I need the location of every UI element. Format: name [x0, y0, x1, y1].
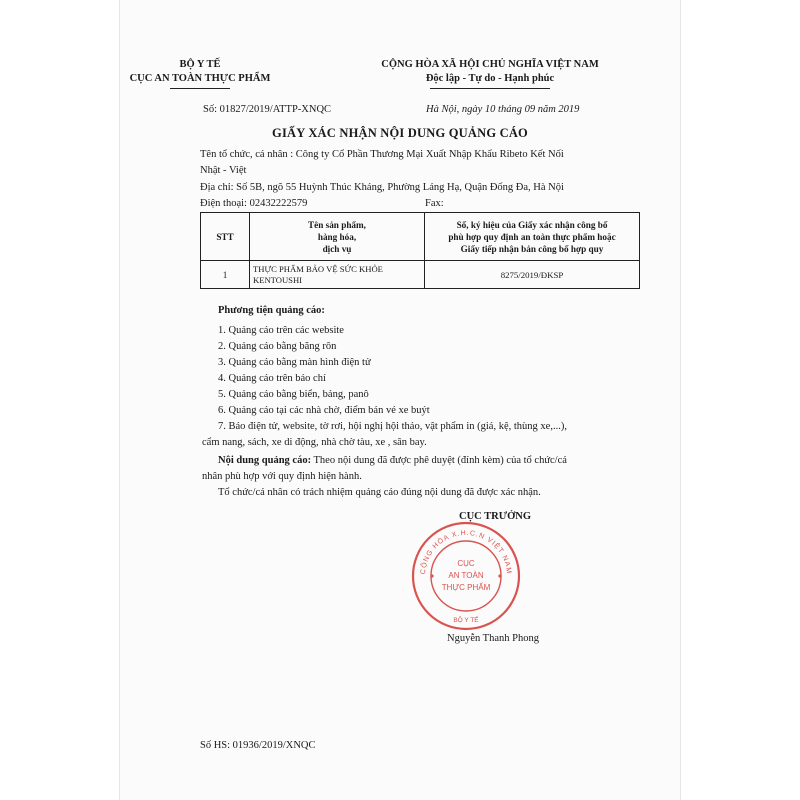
- media-item-5: 5. Quảng cáo bằng biển, bảng, panô: [218, 389, 369, 400]
- media-item-4: 4. Quảng cáo trên báo chí: [218, 373, 326, 384]
- hs-number: Số HS: 01936/2019/XNQC: [200, 740, 316, 751]
- header-stt: STT: [201, 213, 250, 261]
- ministry-name: BỘ Y TẾ: [179, 59, 221, 70]
- document-number: Số: 01827/2019/ATTP-XNQC: [203, 104, 332, 115]
- media-heading: Phương tiện quảng cáo:: [218, 305, 325, 316]
- org-fax: Fax:: [425, 198, 444, 209]
- row-stt: 1: [201, 261, 250, 289]
- org-name-line2: Nhật - Việt: [200, 165, 247, 176]
- seal-center-l2: AN TOÀN: [448, 571, 484, 580]
- header-cert: [425, 213, 640, 261]
- row-product-l1: THỰC PHẨM BẢO VỆ SỨC KHỎE: [253, 263, 383, 274]
- content-line2: nhân phù hợp với quy định hiện hành.: [202, 471, 362, 482]
- seal-center-l3: THỰC PHẨM: [441, 583, 491, 592]
- motto: Độc lập - Tự do - Hạnh phúc: [425, 73, 555, 84]
- row-product-l2: KENTOUSHI: [253, 274, 303, 285]
- org-name-line1: Tên tổ chức, cá nhân : Công ty Cổ Phần Thương Mại Xuất Nhập Khẩu Ribeto Kết Nối: [200, 149, 564, 160]
- content-line1: [218, 454, 567, 468]
- media-item-6: 6. Quảng cáo tại các nhà chờ, điểm bán vé xe buýt: [218, 405, 430, 416]
- header-product-l3: dịch vụ: [322, 243, 352, 254]
- agency-name: CỤC AN TOÀN THỰC PHẨM: [129, 73, 271, 84]
- header-product-l1: Tên sản phẩm,: [308, 219, 366, 230]
- header-product: [250, 213, 425, 261]
- product-table: [200, 212, 640, 289]
- row-cert: 8275/2019/ĐKSP: [425, 261, 640, 289]
- org-address: Địa chỉ: Số 5B, ngõ 55 Huỳnh Thúc Kháng, Phường Láng Hạ, Quận Đống Đa, Hà Nội: [200, 182, 564, 193]
- signer-name: Nguyễn Thanh Phong: [447, 633, 539, 644]
- official-seal: [410, 520, 522, 632]
- issuer-block: [80, 58, 320, 89]
- seal-top-text: CỘNG HÒA X.H.C.N VIỆT NAM: [419, 529, 513, 575]
- header-cert-l1: Số, ký hiệu của Giấy xác nhận công bố: [456, 219, 608, 230]
- document-title: GIẤY XÁC NHẬN NỘI DUNG QUẢNG CÁO: [272, 126, 528, 140]
- issuer-underline: [170, 88, 230, 89]
- country-name: CỘNG HÒA XÃ HỘI CHỦ NGHĨA VIỆT NAM: [381, 59, 599, 70]
- row-product: [250, 261, 425, 289]
- seal-center-l1: CỤC: [457, 559, 475, 568]
- motto-underline: [430, 88, 550, 89]
- signer-title: CỤC TRƯỞNG: [459, 511, 532, 522]
- media-item-7-cont: cẩm nang, sách, xe di động, nhà chờ tàu, xe , sân bay.: [202, 437, 427, 448]
- seal-bottom-text: BỘ Y TẾ: [453, 617, 479, 624]
- national-motto-block: [340, 58, 640, 89]
- media-item-1: 1. Quảng cáo trên các website: [218, 325, 344, 336]
- document-date: Hà Nội, ngày 10 tháng 09 năm 2019: [426, 104, 580, 115]
- media-item-2: 2. Quảng cáo bằng băng rôn: [218, 341, 337, 352]
- header-cert-l2: phù hợp quy định an toàn thực phẩm hoặc: [448, 231, 616, 242]
- header-product-l2: hàng hóa,: [317, 231, 357, 242]
- table-row: [201, 261, 640, 289]
- media-item-3: 3. Quảng cáo bằng màn hình điện tử: [218, 357, 371, 368]
- seal-star-left: [430, 574, 433, 577]
- org-phone: Điện thoại: 02432222579: [200, 198, 308, 209]
- header-cert-l3: Giấy tiếp nhận bản công bố hợp quy: [460, 243, 604, 254]
- seal-star-right: [498, 574, 501, 577]
- document-page: [120, 0, 680, 800]
- responsibility-text: Tổ chức/cá nhân có trách nhiệm quảng cáo đúng nội dung đã được xác nhận.: [218, 487, 541, 498]
- media-item-7: 7. Báo điện tử, website, tờ rơi, hội nghị hội thảo, vật phẩm in (giá, kệ, thùng xe,...),: [218, 421, 567, 432]
- content-text-1: Theo nội dung đã được phê duyệt (đính kèm) của tổ chức/cá: [311, 455, 567, 466]
- content-label: Nội dung quảng cáo:: [218, 455, 312, 466]
- table-header-row: [201, 213, 640, 261]
